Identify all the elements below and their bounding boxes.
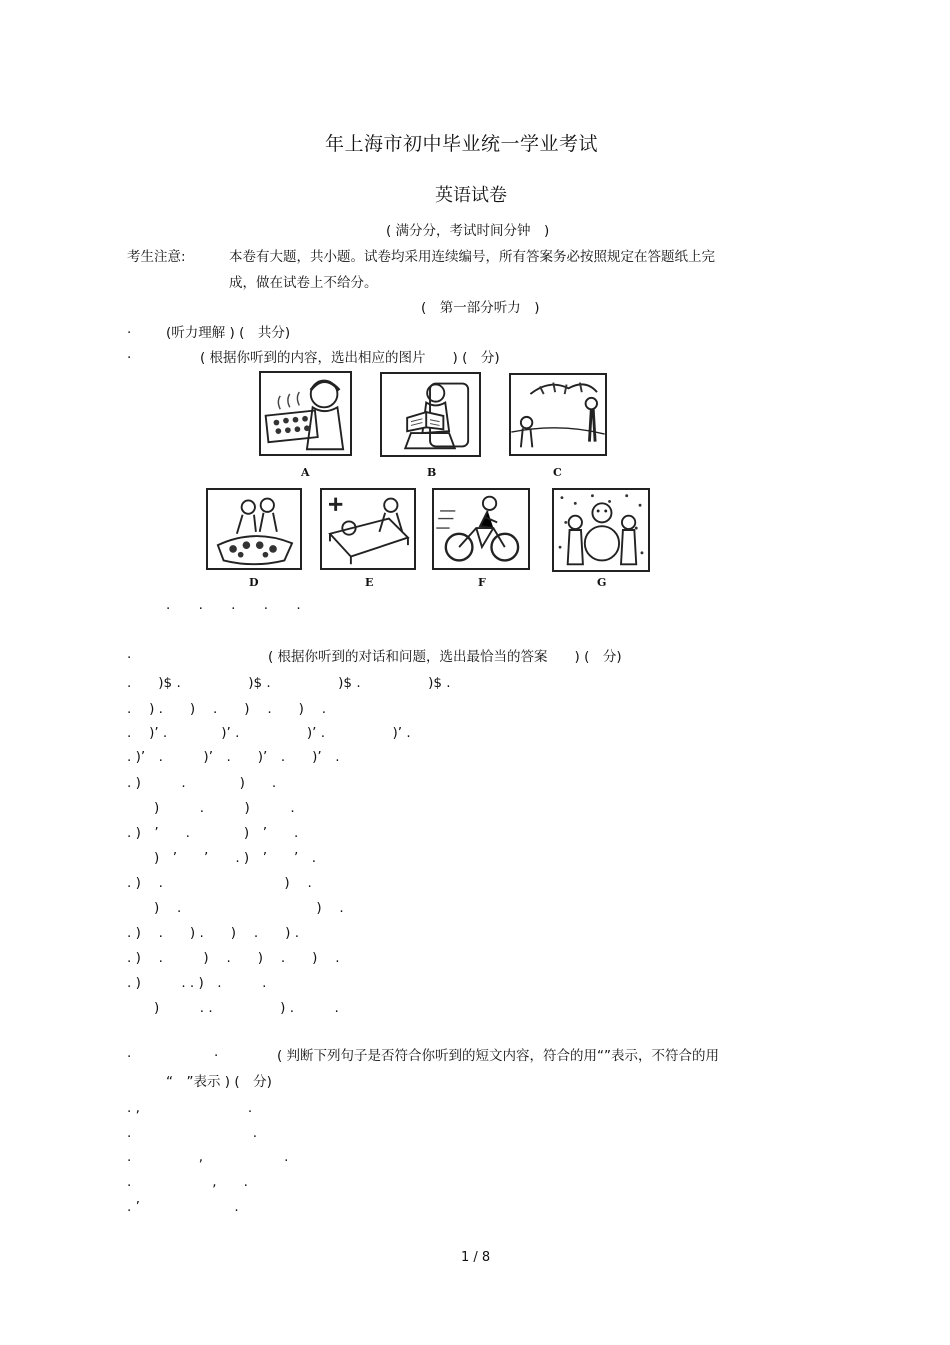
picture-b: [380, 372, 481, 457]
q2-line: . ) . ) . ) . ) .: [127, 701, 326, 717]
q1-dot: .: [127, 346, 132, 362]
picture-g: [552, 488, 650, 572]
picture-answer-dots: . . . . .: [166, 597, 313, 613]
notice-label: 考生注意:: [127, 249, 186, 265]
q2-line: . ) . ) . ) . ) .: [127, 950, 340, 966]
q2-line: . ) . ) .: [127, 875, 312, 891]
picture-b-label: B: [427, 466, 437, 479]
picture-g-label: G: [597, 576, 607, 589]
page-title: 年上海市初中毕业统一学业考试: [325, 133, 599, 155]
q3-line: . ’ .: [127, 1199, 239, 1215]
q2-line: . ) . . ) . .: [127, 975, 267, 991]
q3-instruction-2: “ ”表示 ) ( 分): [166, 1074, 272, 1090]
picture-d-label: D: [249, 576, 259, 589]
paper-subtitle: 英语试卷: [435, 185, 507, 206]
q2-line: ) . ) .: [127, 800, 295, 816]
notice-line-1: 本卷有大题，共小题。试卷均采用连续编号，所有答案务必按照规定在答题纸上完: [229, 249, 715, 265]
q3-line: . , .: [127, 1174, 248, 1190]
q3-dot-2: .: [214, 1044, 219, 1060]
picture-e-label: E: [365, 576, 374, 589]
picture-a: [259, 371, 352, 456]
part1-heading: ( 第一部分听力 ): [421, 300, 540, 316]
q2-dot: .: [127, 646, 132, 662]
picture-a-label: A: [301, 466, 310, 479]
q2-line: . )$ . )$ . )$ . )$ .: [127, 675, 451, 691]
q2-line: ) . ) .: [127, 900, 344, 916]
q3-line: . .: [127, 1125, 258, 1141]
picture-d: [206, 488, 302, 570]
picture-c-label: C: [553, 466, 562, 479]
picture-c: [509, 373, 607, 456]
q3-instruction: ( 判断下列句子是否符合你听到的短文内容，符合的用“”表示，不符合的用: [277, 1048, 720, 1064]
q3-line: . , .: [127, 1100, 253, 1116]
full-marks-note: ( 满分分，考试时间分钟 ): [386, 223, 550, 239]
q2-line: . ) . ) .: [127, 775, 277, 791]
notice-line-2: 成，做在试卷上不给分。: [229, 275, 378, 291]
picture-f-label: F: [478, 576, 486, 589]
hospital-bed-icon: [322, 490, 414, 568]
person-reading-icon: [382, 374, 479, 455]
picnic-food-icon: [208, 490, 300, 568]
section-listening: (听力理解 ) ( 共分): [166, 325, 291, 341]
snowman-icon: [554, 490, 648, 570]
people-in-garden-icon: [511, 375, 605, 454]
q3-line: . , .: [127, 1149, 289, 1165]
picture-f: [432, 488, 530, 570]
q2-line: . )’ . )’ . )’ . )’ .: [127, 749, 340, 765]
q2-line: ) ’ ’ . ) ’ ’ .: [127, 850, 317, 866]
picture-e: [320, 488, 416, 570]
cyclist-icon: [434, 490, 528, 568]
section-dot-1: .: [127, 321, 132, 337]
q2-instruction: ( 根据你听到的对话和问题，选出最恰当的答案 ) ( 分): [268, 649, 622, 665]
q2-line: . )’ . )’ . )’ . )’ .: [127, 725, 411, 741]
page-number: 1 / 8: [461, 1250, 491, 1265]
person-with-tray-icon: [261, 373, 350, 454]
q2-line: ) . . ) . .: [127, 1000, 339, 1016]
q1-instruction: ( 根据你听到的内容，选出相应的图片 ) ( 分): [200, 350, 500, 366]
q2-line: . ) . ) . ) . ) .: [127, 925, 299, 941]
q3-dot: .: [127, 1045, 132, 1061]
q2-line: . ) ’ . ) ’ .: [127, 825, 299, 841]
